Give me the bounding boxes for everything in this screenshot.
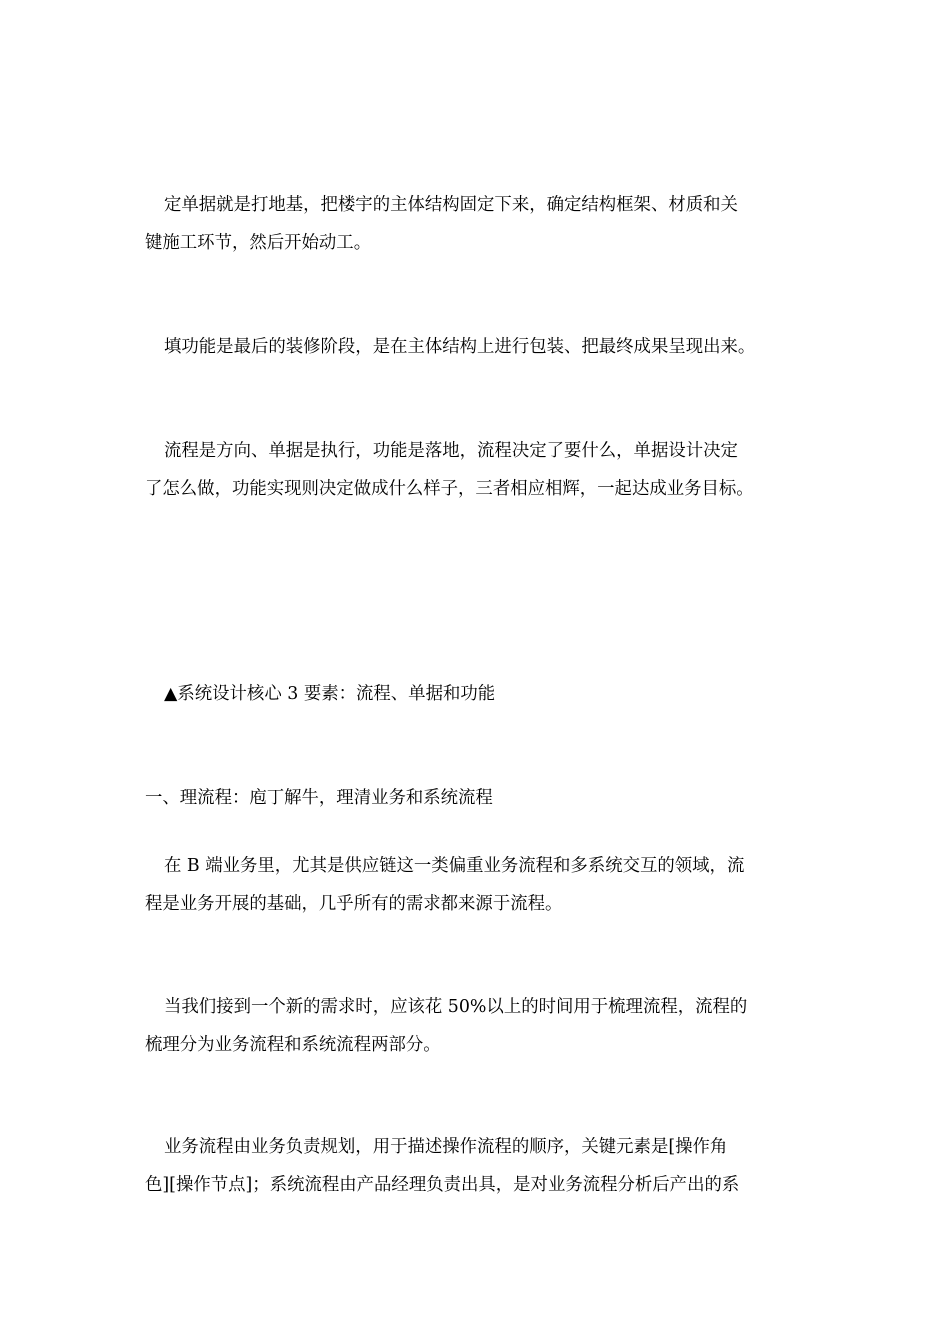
text-line: 在 B 端业务里，尤其是供应链这一类偏重业务流程和多系统交互的领域，流: [164, 856, 745, 876]
paragraph-base-structure: [145, 186, 805, 262]
paragraph-business-vs-system-process: [145, 1128, 805, 1204]
text-line: 程是业务开展的基础，几乎所有的需求都来源于流程。: [145, 894, 563, 914]
paragraph-function-decoration: [145, 328, 805, 366]
text-line: 键施工环节，然后开始动工。: [145, 233, 372, 253]
figure-caption: [145, 675, 805, 713]
text-line: 梳理分为业务流程和系统流程两部分。: [145, 1035, 441, 1055]
text-line: 流程是方向、单据是执行，功能是落地，流程决定了要什么，单据设计决定: [164, 441, 738, 461]
text-line: 业务流程由业务负责规划，用于描述操作流程的顺序，关键元素是[操作角: [164, 1137, 728, 1157]
text-line: 当我们接到一个新的需求时，应该花 50%以上的时间用于梳理流程，流程的: [164, 997, 748, 1017]
text-line: 了怎么做，功能实现则决定做成什么样子，三者相应相辉，一起达成业务目标。: [145, 479, 754, 499]
heading-text: 一、理流程：庖丁解牛，理清业务和系统流程: [145, 788, 493, 808]
text-line: 定单据就是打地基，把楼宇的主体结构固定下来，确定结构框架、材质和关: [164, 195, 738, 215]
text-line: 色][操作节点]；系统流程由产品经理负责出具，是对业务流程分析后产出的系: [145, 1175, 740, 1195]
paragraph-b2b-process: [145, 847, 805, 923]
text-line: 填功能是最后的装修阶段，是在主体结构上进行包装、把最终成果呈现出来。: [164, 337, 756, 357]
section-heading: [145, 779, 805, 817]
caption-text: ▲系统设计核心 3 要素：流程、单据和功能: [164, 684, 496, 704]
paragraph-process-summary: [145, 432, 805, 508]
paragraph-new-requirement: [145, 988, 805, 1064]
